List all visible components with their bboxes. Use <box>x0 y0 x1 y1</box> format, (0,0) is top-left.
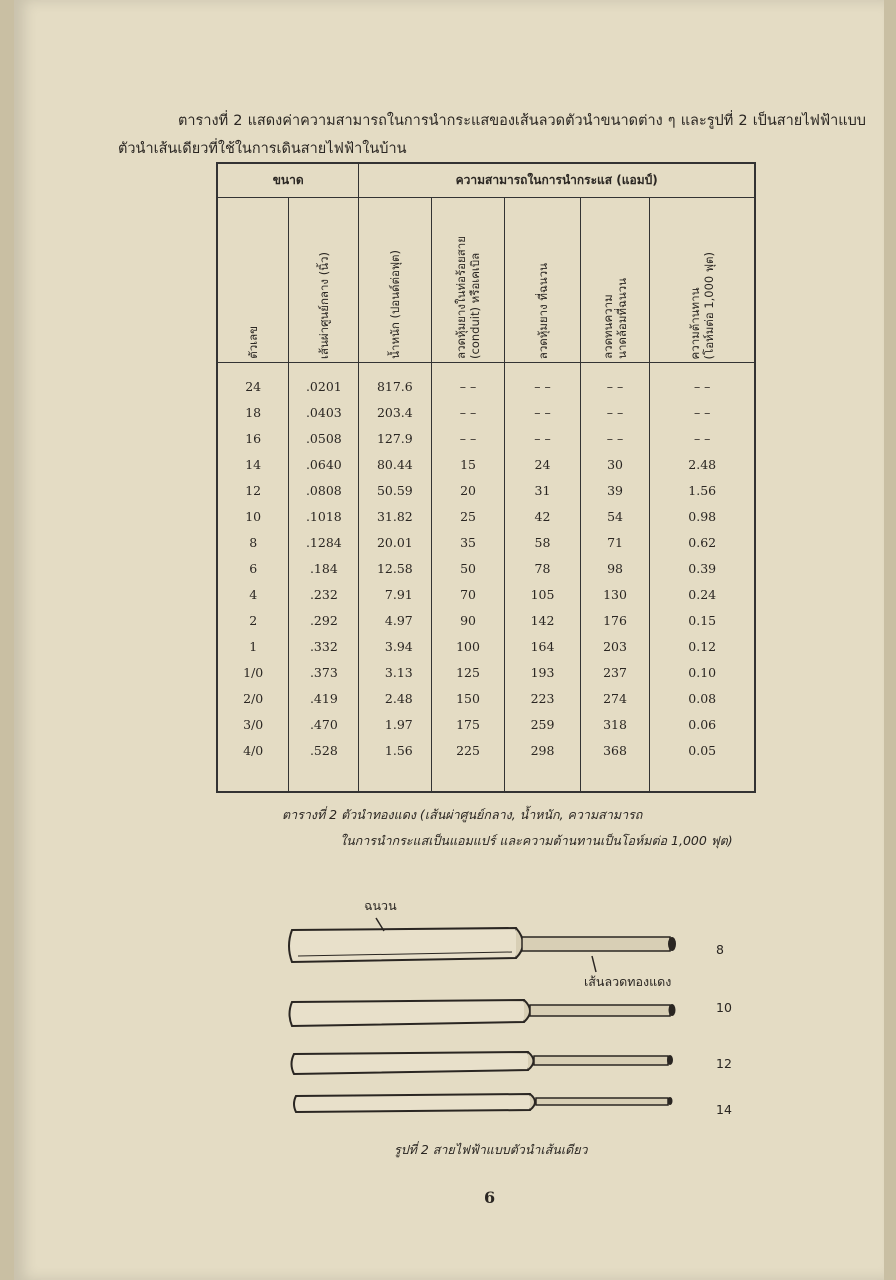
wire-figure <box>284 890 764 1134</box>
group-header-size: ขนาด <box>217 163 359 198</box>
table-row <box>217 451 755 477</box>
table-cell: 100 <box>431 633 505 659</box>
column-header <box>431 198 505 363</box>
table-cell: 0.15 <box>650 607 755 633</box>
table-cell: 150 <box>431 685 505 711</box>
table-cell: 237 <box>580 659 650 685</box>
table-cell: 203 <box>580 633 650 659</box>
table-cell: 78 <box>505 555 580 581</box>
wire-14 <box>294 1094 673 1112</box>
table-row <box>217 399 755 425</box>
wire-size-label: 14 <box>716 1102 732 1117</box>
table-cell: 71 <box>580 529 650 555</box>
table-cell: – – <box>650 363 755 400</box>
table-caption-line1: ตารางที่ 2 ตัวนำทองแดง (เส้นผ่าศูนย์กลาง, น้ำหนัก, ความสามารถ <box>282 807 643 822</box>
table-cell: – – <box>431 425 505 451</box>
table-cell: 3.13 <box>359 659 431 685</box>
table-cell: 105 <box>505 581 580 607</box>
table-cell: – – <box>505 425 580 451</box>
table-cell: – – <box>650 425 755 451</box>
table-cell: 176 <box>580 607 650 633</box>
column-header <box>650 198 755 363</box>
table-cell: .184 <box>289 555 359 581</box>
table-cell: 24 <box>505 451 580 477</box>
table-cell: .332 <box>289 633 359 659</box>
table-cell: 20 <box>431 477 505 503</box>
table-cell: .0640 <box>289 451 359 477</box>
table-cell: 58 <box>505 529 580 555</box>
copper-wire-table <box>216 162 756 793</box>
table-row <box>217 529 755 555</box>
table-cell: .232 <box>289 581 359 607</box>
column-header <box>289 198 359 363</box>
table-cell: – – <box>431 363 505 400</box>
table-cell: 193 <box>505 659 580 685</box>
table-cell: – – <box>580 363 650 400</box>
table-row <box>217 503 755 529</box>
column-header-label: เส้นผ่าศูนย์กลาง (นิ้ว) <box>316 252 331 359</box>
table-cell: 42 <box>505 503 580 529</box>
page-number: 6 <box>484 1188 496 1207</box>
column-header-label: ลวดทนความ นาดล้อมที่ฉนวน <box>601 278 630 359</box>
table-cell: .1284 <box>289 529 359 555</box>
table-cell: – – <box>431 399 505 425</box>
table-cell: – – <box>650 399 755 425</box>
table-cell: 203.4 <box>359 399 431 425</box>
table-cell: 0.39 <box>650 555 755 581</box>
table-cell: 225 <box>431 737 505 792</box>
table-row <box>217 633 755 659</box>
table-cell: 1.97 <box>359 711 431 737</box>
table-cell: 98 <box>580 555 650 581</box>
table-cell: 14 <box>217 451 289 477</box>
figure-caption: รูปที่ 2 สายไฟฟ้าแบบตัวนำเส้นเดียว <box>394 1142 588 1157</box>
wire-8 <box>289 918 676 972</box>
table-cell: 90 <box>431 607 505 633</box>
table-cell: 0.10 <box>650 659 755 685</box>
wire-illustration <box>284 890 764 1130</box>
table-caption <box>282 802 842 854</box>
table-cell: 125 <box>431 659 505 685</box>
table-cell: .1018 <box>289 503 359 529</box>
table-cell: 130 <box>580 581 650 607</box>
group-header-capacity: ความสามารถในการนำกระแส (แอมป์) <box>359 163 755 198</box>
table-cell: .419 <box>289 685 359 711</box>
table-cell: 1.56 <box>359 737 431 792</box>
table-cell: 50 <box>431 555 505 581</box>
table-cell: 80.44 <box>359 451 431 477</box>
table-cell: 10 <box>217 503 289 529</box>
copper-wire-label: เส้นลวดทองแดง <box>584 974 672 989</box>
table-cell: 35 <box>431 529 505 555</box>
table-row <box>217 659 755 685</box>
table-cell: 20.01 <box>359 529 431 555</box>
table-cell: 25 <box>431 503 505 529</box>
table-cell: 0.12 <box>650 633 755 659</box>
table-cell: 3/0 <box>217 711 289 737</box>
column-header <box>580 198 650 363</box>
table-cell: 298 <box>505 737 580 792</box>
table-cell: 15 <box>431 451 505 477</box>
table-cell: 12.58 <box>359 555 431 581</box>
column-header <box>505 198 580 363</box>
table-cell: 16 <box>217 425 289 451</box>
table-cell: 0.06 <box>650 711 755 737</box>
table-cell: 50.59 <box>359 477 431 503</box>
table-cell: – – <box>505 399 580 425</box>
table-cell: .0808 <box>289 477 359 503</box>
table-cell: 2.48 <box>650 451 755 477</box>
table-cell: 30 <box>580 451 650 477</box>
table-cell: 24 <box>217 363 289 400</box>
table-row <box>217 607 755 633</box>
page <box>14 0 884 1280</box>
table-cell: 1.56 <box>650 477 755 503</box>
table-cell: 4 <box>217 581 289 607</box>
table-cell: 127.9 <box>359 425 431 451</box>
table-cell: 7.91 <box>359 581 431 607</box>
table-cell: 70 <box>431 581 505 607</box>
table-cell: 3.94 <box>359 633 431 659</box>
table-row <box>217 581 755 607</box>
wire-size-label: 12 <box>716 1056 732 1071</box>
table-row <box>217 555 755 581</box>
table-cell: 175 <box>431 711 505 737</box>
table-caption-line2: ในการนำกระแสเป็นแอมแปร์ และความต้านทานเป็นโอห์มต่อ 1,000 ฟุต) <box>340 833 733 848</box>
column-header <box>217 198 289 363</box>
table-cell: 368 <box>580 737 650 792</box>
column-header-label: ตัวเลข <box>246 326 261 359</box>
table-cell: 0.24 <box>650 581 755 607</box>
table-row <box>217 737 755 792</box>
table-cell: 0.98 <box>650 503 755 529</box>
table-cell: 2.48 <box>359 685 431 711</box>
table-cell: 259 <box>505 711 580 737</box>
wire-10 <box>290 1000 676 1026</box>
wire-12 <box>292 1052 674 1074</box>
table-cell: 18 <box>217 399 289 425</box>
table-cell: 817.6 <box>359 363 431 400</box>
table-cell: 12 <box>217 477 289 503</box>
table-cell: 1 <box>217 633 289 659</box>
intro-paragraph: ตารางที่ 2 แสดงค่าความสามารถในการนำกระแสของเส้นลวดตัวนำขนาดต่าง ๆ และรูปที่ 2 เป็นสายไฟฟ้าแบบตัวนำเส้นเดียวที่ใช้ในการเดินสายไฟฟ้าในบ้าน <box>118 112 866 157</box>
table-cell: 8 <box>217 529 289 555</box>
table-row <box>217 477 755 503</box>
table-cell: .528 <box>289 737 359 792</box>
table-row <box>217 363 755 400</box>
table-cell: 2/0 <box>217 685 289 711</box>
table-row <box>217 685 755 711</box>
table-cell: .292 <box>289 607 359 633</box>
column-header <box>359 198 431 363</box>
table-cell: 31 <box>505 477 580 503</box>
table-cell: 6 <box>217 555 289 581</box>
wire-size-label: 8 <box>716 942 724 957</box>
table-cell: 54 <box>580 503 650 529</box>
column-header-label: ความต้านทาน (โอห์มต่อ 1,000 ฟุต) <box>688 251 717 359</box>
table-cell: 318 <box>580 711 650 737</box>
table-cell: .0201 <box>289 363 359 400</box>
table-cell: 4/0 <box>217 737 289 792</box>
table-cell: 31.82 <box>359 503 431 529</box>
table-cell: 0.08 <box>650 685 755 711</box>
table-cell: 39 <box>580 477 650 503</box>
table-cell: – – <box>580 399 650 425</box>
table-row <box>217 425 755 451</box>
table-cell: 0.05 <box>650 737 755 792</box>
insulation-label: ฉนวน <box>364 898 397 913</box>
table-cell: 4.97 <box>359 607 431 633</box>
wire-size-label: 10 <box>716 1000 732 1015</box>
table-cell: .470 <box>289 711 359 737</box>
column-header-label: ลวดหุ้มยาง ที่ฉนวน <box>535 262 550 359</box>
column-header-label: น้ำหนัก (ปอนด์ต่อฟุต) <box>388 250 403 359</box>
table-cell: .0508 <box>289 425 359 451</box>
table-cell: .0403 <box>289 399 359 425</box>
table-cell: .373 <box>289 659 359 685</box>
table-cell: 0.62 <box>650 529 755 555</box>
table-cell: 164 <box>505 633 580 659</box>
table-cell: 2 <box>217 607 289 633</box>
column-header-label: ลวดหุ้มยางในท่อร้อยสาย (conduit) หรือเคเบิล <box>454 236 483 359</box>
table-cell: – – <box>580 425 650 451</box>
table-cell: 274 <box>580 685 650 711</box>
table-cell: – – <box>505 363 580 400</box>
table-cell: 1/0 <box>217 659 289 685</box>
table-row <box>217 711 755 737</box>
table-cell: 142 <box>505 607 580 633</box>
table-cell: 223 <box>505 685 580 711</box>
